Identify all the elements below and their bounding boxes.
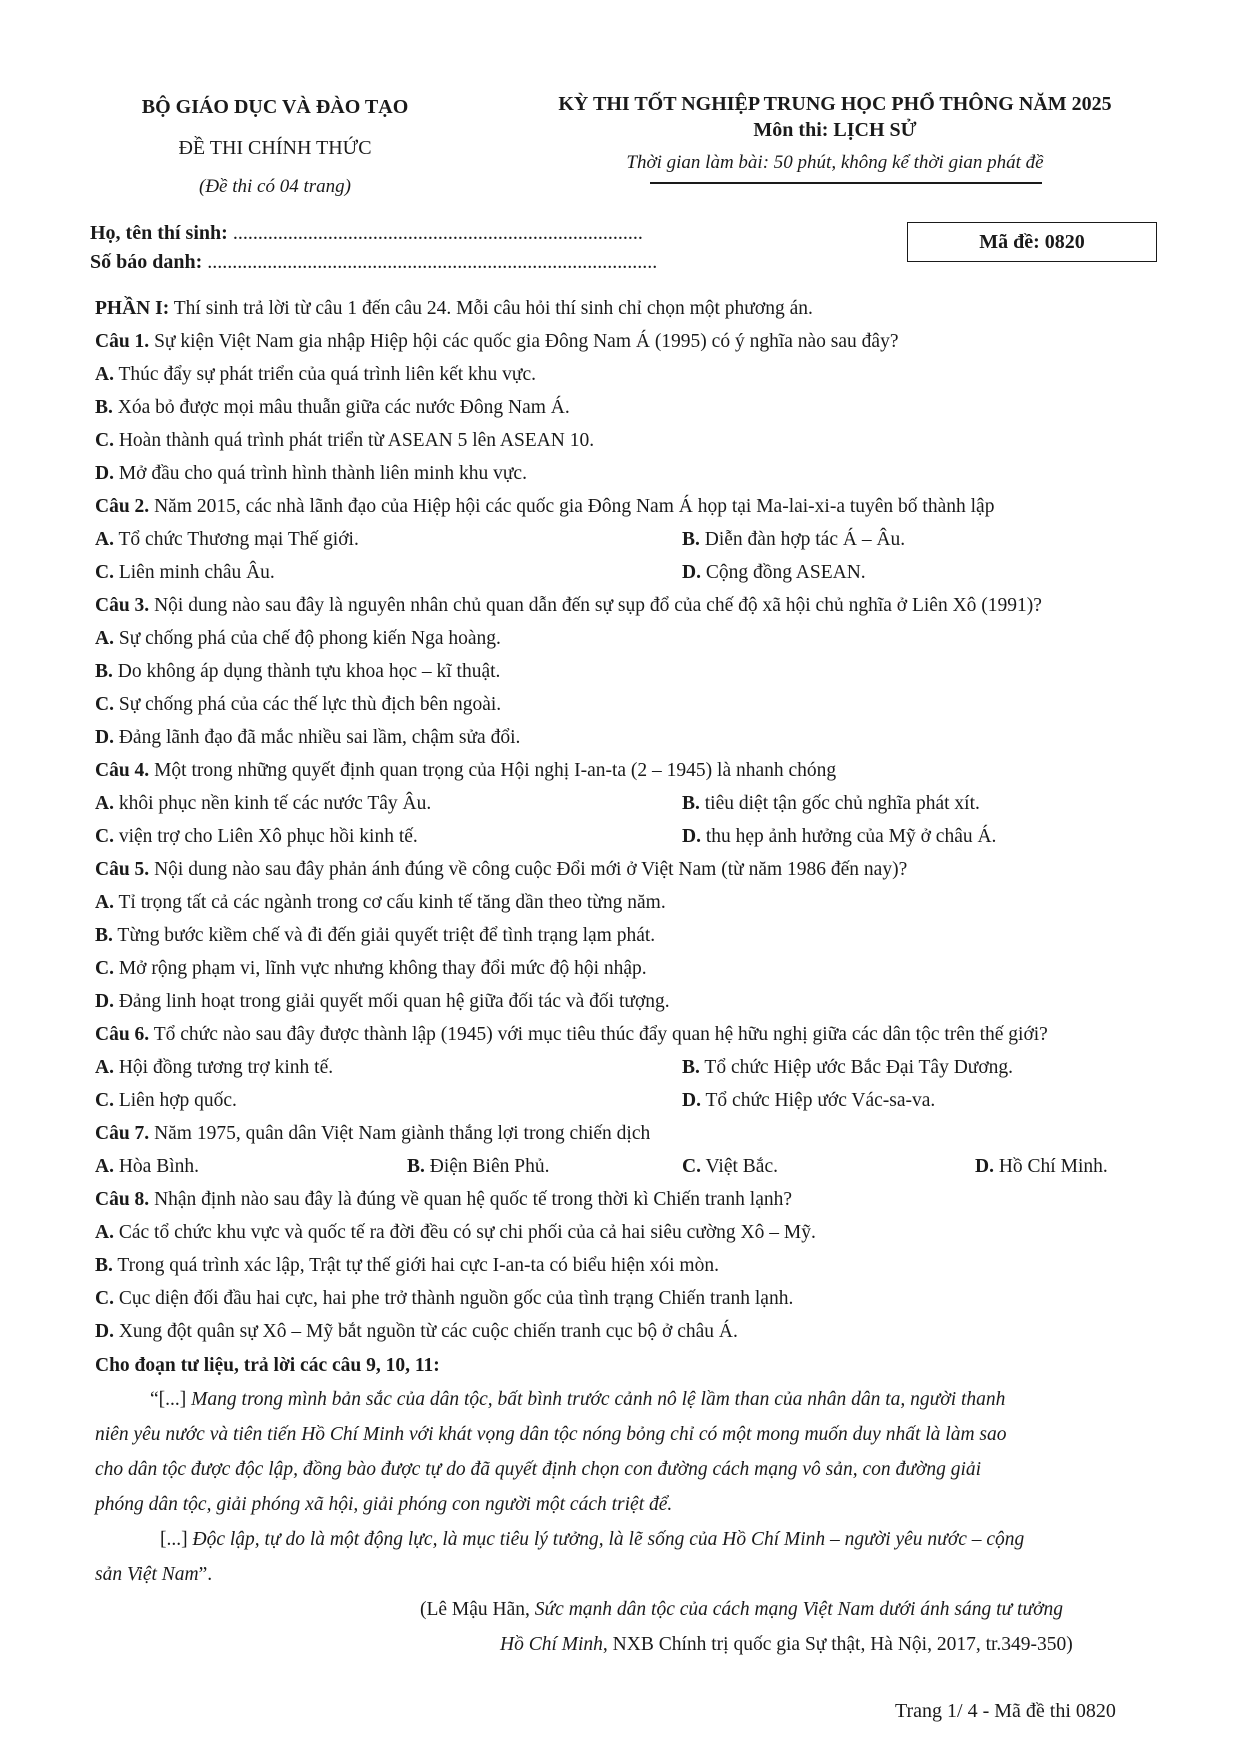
question-6 [95, 1024, 1048, 1046]
header-underline [650, 182, 1042, 184]
question-label: Câu 3. [95, 595, 150, 616]
q3-option-b[interactable] [95, 661, 500, 683]
question-text: Tổ chức nào sau đây được thành lập (1945) với mục tiêu thúc đẩy quan hệ hữu nghị giữa các dân tộc trên thế giới? [153, 1024, 1048, 1045]
option-label: D. [95, 463, 114, 484]
q8-option-b[interactable] [95, 1255, 719, 1277]
question-3 [95, 595, 1042, 617]
candidate-id-row [90, 251, 657, 274]
exam-code: Mã đề: 0820 [979, 230, 1085, 253]
option-text: thu hẹp ảnh hưởng của Mỹ ở châu Á. [705, 826, 997, 847]
page-footer: Trang 1/ 4 - Mã đề thi 0820 [895, 1700, 1116, 1722]
option-label: C. [95, 1090, 114, 1111]
part1-label: PHẦN I: [95, 298, 170, 319]
option-text: Từng bước kiềm chế và đi đến giải quyết triệt để tình trạng lạm phát. [117, 925, 656, 946]
option-label: C. [95, 562, 114, 583]
exam-code-box [907, 222, 1157, 262]
q4-option-c[interactable] [95, 826, 418, 848]
q5-option-b[interactable] [95, 925, 655, 947]
option-label: B. [95, 397, 113, 418]
q3-option-d[interactable] [95, 727, 520, 749]
passage-para1-line3: cho dân tộc được độc lập, đồng bào được tự do đã quyết định chọn con đường cách mạng vô sản, con đường giải [95, 1459, 982, 1480]
q4-option-b[interactable] [682, 793, 980, 815]
question-7 [95, 1123, 650, 1145]
passage-close-mark: ”. [198, 1564, 213, 1585]
citation-title: Sức mạnh dân tộc của cách mạng Việt Nam dưới ánh sáng tư tưởng [534, 1599, 1064, 1620]
q6-option-d[interactable] [682, 1090, 935, 1112]
q1-option-a[interactable] [95, 364, 536, 386]
option-text: Trong quá trình xác lập, Trật tự thế giới hai cực I-an-ta có biểu hiện xói mòn. [117, 1255, 719, 1276]
option-label: C. [95, 958, 114, 979]
option-label: D. [95, 991, 114, 1012]
question-1 [95, 331, 899, 353]
option-text: Đảng linh hoạt trong giải quyết mối quan hệ giữa đối tác và đối tượng. [118, 991, 670, 1012]
q2-option-d[interactable] [682, 562, 866, 584]
option-text: Mở rộng phạm vi, lĩnh vực nhưng không thay đổi mức độ hội nhập. [118, 958, 647, 979]
question-text: Nhận định nào sau đây là đúng về quan hệ quốc tế trong thời kì Chiến tranh lạnh? [154, 1189, 793, 1210]
question-label: Câu 7. [95, 1123, 150, 1144]
option-text: khôi phục nền kinh tế các nước Tây Âu. [118, 793, 432, 814]
option-text: tiêu diệt tận gốc chủ nghĩa phát xít. [704, 793, 980, 814]
citation-publisher: , NXB Chính trị quốc gia Sự thật, Hà Nội, 2017, tr.349-350) [602, 1634, 1073, 1655]
passage-text: Độc lập, tự do là một động lực, là mục tiêu lý tưởng, là lẽ sống của Hồ Chí Minh – người yêu nước – cộng [192, 1529, 1025, 1550]
option-text: Việt Bắc. [705, 1156, 778, 1177]
option-label: D. [975, 1156, 994, 1177]
question-text: Nội dung nào sau đây phản ánh đúng về công cuộc Đổi mới ở Việt Nam (từ năm 1986 đến nay)? [154, 859, 908, 880]
question-label: Câu 2. [95, 496, 150, 517]
option-label: C. [95, 694, 114, 715]
question-label: Câu 5. [95, 859, 150, 880]
q5-option-a[interactable] [95, 892, 666, 914]
option-text: Tổ chức Hiệp ước Bắc Đại Tây Dương. [704, 1057, 1014, 1078]
q8-option-a[interactable] [95, 1222, 816, 1244]
part1-text: Thí sinh trả lời từ câu 1 đến câu 24. Mỗi câu hỏi thí sinh chỉ chọn một phương án. [173, 298, 813, 319]
passage-open-mark-2: [...] [160, 1529, 188, 1550]
option-label: A. [95, 1156, 114, 1177]
passage-para2-line1 [160, 1529, 1024, 1551]
question-text: Một trong những quyết định quan trọng của Hội nghị I-an-ta (2 – 1945) là nhanh chóng [154, 760, 837, 781]
candidate-name-field[interactable]: .................................................................................. [232, 222, 643, 244]
passage-para1-line1 [150, 1389, 1005, 1411]
question-label: Câu 8. [95, 1189, 150, 1210]
part1-instruction [95, 298, 813, 320]
question-text: Nội dung nào sau đây là nguyên nhân chủ quan dẫn đến sự sụp đổ của chế độ xã hội chủ nghĩa ở Liên Xô (1991)? [154, 595, 1042, 616]
q7-option-d[interactable] [975, 1156, 1108, 1178]
passage-para1-line4: phóng dân tộc, giải phóng xã hội, giải phóng con người một cách triệt để. [95, 1494, 673, 1515]
option-label: D. [682, 562, 701, 583]
q6-option-c[interactable] [95, 1090, 237, 1112]
passage-para1-line2: niên yêu nước và tiên tiến Hồ Chí Minh với khát vọng dân tộc nóng bỏng chỉ có một mong muốn duy nhất là làm sao [95, 1424, 1007, 1445]
candidate-name-row [90, 222, 643, 245]
option-label: C. [95, 1288, 114, 1309]
citation-line2 [500, 1634, 1073, 1656]
q8-option-d[interactable] [95, 1321, 738, 1343]
q7-option-a[interactable] [95, 1156, 199, 1178]
option-text: Xóa bỏ được mọi mâu thuẫn giữa các nước Đông Nam Á. [117, 397, 570, 418]
option-label: A. [95, 364, 114, 385]
question-label: Câu 1. [95, 331, 150, 352]
question-4 [95, 760, 836, 782]
option-text: Diễn đàn hợp tác Á – Âu. [704, 529, 906, 550]
option-label: B. [95, 1255, 113, 1276]
option-label: A. [95, 628, 114, 649]
option-text: Mở đầu cho quá trình hình thành liên minh khu vực. [118, 463, 527, 484]
option-text: Các tổ chức khu vực và quốc tế ra đời đều có sự chi phối của cả hai siêu cường Xô – Mỹ. [118, 1222, 816, 1243]
option-label: C. [682, 1156, 701, 1177]
q4-option-d[interactable] [682, 826, 996, 848]
option-label: B. [95, 925, 113, 946]
candidate-id-label: Số báo danh: [90, 251, 203, 273]
option-text: Hoàn thành quá trình phát triển từ ASEAN 5 lên ASEAN 10. [118, 430, 595, 451]
option-label: A. [95, 1222, 114, 1243]
q4-option-a[interactable] [95, 793, 431, 815]
option-text: Hòa Bình. [118, 1156, 200, 1177]
option-text: Điện Biên Phủ. [429, 1156, 550, 1177]
option-label: D. [95, 727, 114, 748]
option-label: D. [682, 826, 701, 847]
candidate-name-label: Họ, tên thí sinh: [90, 222, 228, 244]
option-label: B. [407, 1156, 425, 1177]
q5-option-c[interactable] [95, 958, 647, 980]
option-text: Hồ Chí Minh. [998, 1156, 1108, 1177]
q7-option-b[interactable] [407, 1156, 549, 1178]
option-label: A. [95, 1057, 114, 1078]
passage-open-mark: “[...] [150, 1389, 187, 1410]
option-text: Xung đột quân sự Xô – Mỹ bắt nguồn từ các cuộc chiến tranh cục bộ ở châu Á. [118, 1321, 738, 1342]
option-text: Sự chống phá của các thế lực thù địch bên ngoài. [118, 694, 502, 715]
option-label: D. [95, 1321, 114, 1342]
q5-option-d[interactable] [95, 991, 670, 1013]
option-text: Tổ chức Hiệp ước Vác-sa-va. [705, 1090, 936, 1111]
option-label: D. [682, 1090, 701, 1111]
q7-option-c[interactable] [682, 1156, 778, 1178]
option-text: viện trợ cho Liên Xô phục hồi kinh tế. [118, 826, 418, 847]
option-text: Thúc đẩy sự phát triển của quá trình liên kết khu vực. [118, 364, 537, 385]
option-text: Tổ chức Thương mại Thế giới. [118, 529, 359, 550]
q1-option-c[interactable] [95, 430, 594, 452]
q2-option-a[interactable] [95, 529, 359, 551]
candidate-id-field[interactable]: .......................................................................................... [207, 251, 658, 273]
q8-option-c[interactable] [95, 1288, 793, 1310]
q6-option-b[interactable] [682, 1057, 1013, 1079]
option-label: B. [682, 793, 700, 814]
q1-option-d[interactable] [95, 463, 527, 485]
subject: Môn thi: LỊCH SỬ [753, 119, 917, 141]
option-text: Cộng đồng ASEAN. [705, 562, 866, 583]
q3-option-a[interactable] [95, 628, 501, 650]
option-text: Hội đồng tương trợ kinh tế. [118, 1057, 334, 1078]
option-label: B. [682, 529, 700, 550]
q2-option-c[interactable] [95, 562, 275, 584]
question-text: Sự kiện Việt Nam gia nhập Hiệp hội các quốc gia Đông Nam Á (1995) có ý nghĩa nào sau đây? [154, 331, 899, 352]
question-text: Năm 1975, quân dân Việt Nam giành thắng lợi trong chiến dịch [154, 1123, 651, 1144]
passage-heading: Cho đoạn tư liệu, trả lời các câu 9, 10, 11: [95, 1355, 440, 1376]
exam-title: KỲ THI TỐT NGHIỆP TRUNG HỌC PHỔ THÔNG NĂM 2025 [558, 93, 1112, 115]
passage-para2-line2 [95, 1564, 212, 1586]
question-label: Câu 6. [95, 1024, 150, 1045]
q6-option-a[interactable] [95, 1057, 333, 1079]
option-label: A. [95, 529, 114, 550]
page-count-note: (Đề thi có 04 trang) [199, 176, 351, 197]
option-label: C. [95, 430, 114, 451]
question-8 [95, 1189, 792, 1211]
citation-line1 [420, 1599, 1063, 1621]
option-text: Cục diện đối đầu hai cực, hai phe trở thành nguồn gốc của tình trạng Chiến tranh lạnh. [118, 1288, 794, 1309]
exam-type: ĐỀ THI CHÍNH THỨC [178, 137, 372, 159]
option-label: B. [95, 661, 113, 682]
passage-text: Mang trong mình bản sắc của dân tộc, bất bình trước cảnh nô lệ lầm than của nhân dân ta, người thanh [191, 1389, 1006, 1410]
option-text: Liên hợp quốc. [118, 1090, 237, 1111]
time-note: Thời gian làm bài: 50 phút, không kể thời gian phát đề [626, 152, 1044, 173]
citation-title: Hồ Chí Minh [500, 1634, 603, 1655]
passage-text: sản Việt Nam [95, 1564, 199, 1585]
q1-option-b[interactable] [95, 397, 570, 419]
q2-option-b[interactable] [682, 529, 905, 551]
q3-option-c[interactable] [95, 694, 501, 716]
option-label: C. [95, 826, 114, 847]
option-label: A. [95, 793, 114, 814]
option-label: B. [682, 1057, 700, 1078]
option-text: Đảng lãnh đạo đã mắc nhiều sai lầm, chậm sửa đổi. [118, 727, 521, 748]
option-text: Liên minh châu Âu. [118, 562, 275, 583]
question-label: Câu 4. [95, 760, 150, 781]
question-text: Năm 2015, các nhà lãnh đạo của Hiệp hội các quốc gia Đông Nam Á họp tại Ma-lai-xi-a tuyên bố thành lập [154, 496, 995, 517]
question-2 [95, 496, 994, 518]
option-text: Sự chống phá của chế độ phong kiến Nga hoàng. [118, 628, 501, 649]
citation-author: (Lê Mậu Hãn, [420, 1599, 530, 1620]
option-label: A. [95, 892, 114, 913]
option-text: Do không áp dụng thành tựu khoa học – kĩ thuật. [117, 661, 501, 682]
ministry-title: BỘ GIÁO DỤC VÀ ĐÀO TẠO [141, 96, 409, 118]
question-5 [95, 859, 907, 881]
option-text: Tỉ trọng tất cả các ngành trong cơ cấu kinh tế tăng dần theo từng năm. [118, 892, 666, 913]
